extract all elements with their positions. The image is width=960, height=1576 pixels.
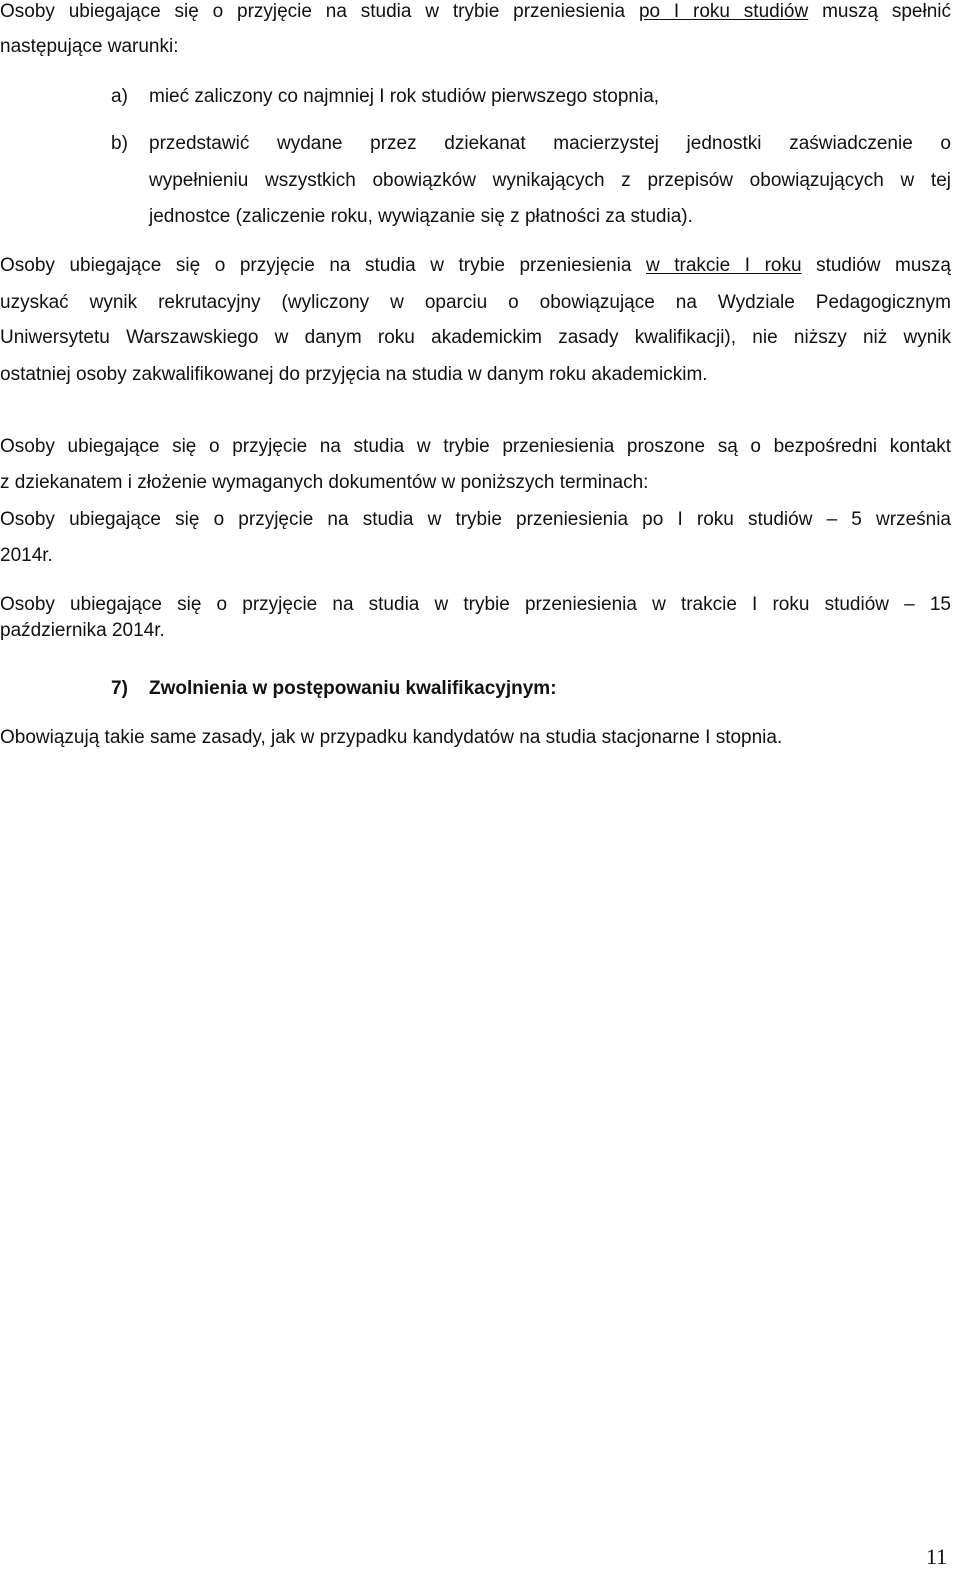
paragraph-line: uzyskać wynik rekrutacyjny (wyliczony w oparciu o obowiązujące na Wydziale Pedagogicznym bbox=[0, 292, 951, 313]
underlined-text: w trakcie I roku bbox=[646, 255, 802, 276]
exemptions-paragraph: Obowiązują takie same zasady, jak w przypadku kandydatów na studia stacjonarne I stopnia. bbox=[0, 727, 783, 748]
list-item-b-line: jednostce (zaliczenie roku, wywiązanie się z płatności za studia). bbox=[149, 206, 693, 227]
paragraph-line: października 2014r. bbox=[0, 620, 165, 641]
paragraph-line bbox=[0, 254, 951, 280]
paragraph-line: 2014r. bbox=[0, 545, 53, 566]
list-item-b-line: wypełnieniu wszystkich obowiązków wynikających z przepisów obowiązujących w tej bbox=[149, 170, 951, 191]
paragraph-line: Osoby ubiegające się o przyjęcie na studia w trybie przeniesienia proszone są o bezpośredni kontakt bbox=[0, 436, 951, 457]
page-number: 11 bbox=[926, 1544, 948, 1569]
list-item-b-line: przedstawić wydane przez dziekanat macierzystej jednostki zaświadczenie o bbox=[149, 133, 951, 154]
section-number: 7) bbox=[111, 678, 128, 699]
text-segment: muszą spełnić bbox=[808, 1, 951, 22]
paragraph-line: ostatniej osoby zakwalifikowanej do przyjęcia na studia w danym roku akademickim. bbox=[0, 364, 708, 385]
section-title: Zwolnienia w postępowaniu kwalifikacyjnym: bbox=[149, 678, 557, 699]
list-item-a: mieć zaliczony co najmniej I rok studiów pierwszego stopnia, bbox=[149, 86, 660, 107]
paragraph-line: następujące warunki: bbox=[0, 36, 179, 57]
underlined-text: po I roku studiów bbox=[638, 1, 809, 22]
paragraph-line: Osoby ubiegające się o przyjęcie na studia w trybie przeniesienia po I roku studiów – 5 września bbox=[0, 509, 951, 530]
paragraph-line: z dziekanatem i złożenie wymaganych dokumentów w poniższych terminach: bbox=[0, 472, 649, 493]
text-segment: Osoby ubiegające się o przyjęcie na studia w trybie przeniesienia bbox=[0, 255, 646, 276]
list-marker: a) bbox=[111, 86, 128, 107]
text-segment: studiów muszą bbox=[801, 255, 951, 276]
text-segment: Osoby ubiegające się o przyjęcie na studia w trybie przeniesienia bbox=[0, 1, 639, 22]
paragraph-line bbox=[0, 0, 951, 26]
paragraph-line: Osoby ubiegające się o przyjęcie na studia w trybie przeniesienia w trakcie I roku studiów – 15 bbox=[0, 594, 951, 615]
list-marker: b) bbox=[111, 133, 128, 154]
paragraph-line: Uniwersytetu Warszawskiego w danym roku akademickim zasady kwalifikacji), nie niższy niż wynik bbox=[0, 327, 951, 348]
